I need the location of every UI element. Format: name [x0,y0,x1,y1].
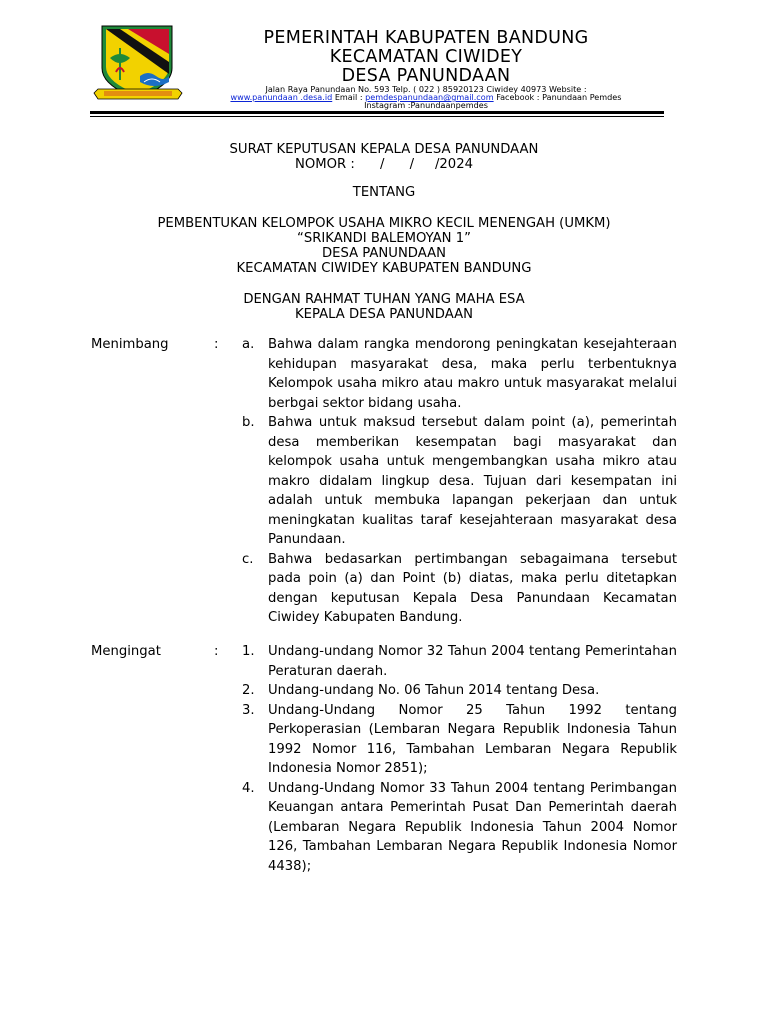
subject-line-1: PEMBENTUKAN KELOMPOK USAHA MIKRO KECIL MENENGAH (UMKM) [157,216,611,231]
consideration-marker: c. [242,551,254,567]
instagram-line: Instagram :Panundaanpemdes [364,100,488,110]
letterhead-rule-thin [90,116,664,117]
subject-line-4: KECAMATAN CIWIDEY KABUPATEN BANDUNG [236,261,532,276]
regency-crest-logo [90,24,186,104]
blessing-line: DENGAN RAHMAT TUHAN YANG MAHA ESA [243,292,525,307]
website-link[interactable]: www.panundaan .desa.id [230,92,333,102]
consideration-text: Bahwa untuk maksud tersebut dalam point (a), pemerintah desa memberikan kesempatan bagi masyarakat dan kelompok usaha untuk mengembangkan usaha mikro atau makro didalam lingkup desa. Tujuan dari kesempatan ini adalah untuk membuka lapangan pekerjaan dan untuk meningkatan kualitas taraf kesejahteraan masyarakat desa Panundaan. [268,415,677,547]
letterhead-rule-thick [90,111,664,114]
consideration-marker: b. [242,415,255,430]
consideration-marker: a. [242,337,255,352]
email-label: Email : [334,92,363,102]
email-link[interactable]: pemdespanundaan@gmail.com [365,92,494,102]
mengingat-colon: : [214,644,219,659]
consideration-text: Bahwa dalam rangka mendorong peningkatan kesejahteraan kehidupan masyarakat desa, maka perlu terbentuknya Kelompok usaha mikro atau makro untuk masyarakat melalui berbgai sektor bidang usaha. [268,337,677,411]
legal-basis-marker: 4. [242,780,255,796]
decree-title: SURAT KEPUTUSAN KEPALA DESA PANUNDAAN [229,142,539,157]
legal-basis-text: Undang-undang Nomor 32 Tahun 2004 tentang Pemerintahan Peraturan daerah. [268,644,677,679]
legal-basis-marker: 2. [242,683,255,698]
decree-number: NOMOR : / / /2024 [295,157,473,172]
legal-basis-text: Undang-undang No. 06 Tahun 2014 tentang Desa. [268,683,600,698]
legal-basis-text: Undang-Undang Nomor 33 Tahun 2004 tentang Perimbangan Keuangan antara Pemerintah Pusat Dan Pemerintah daerah (Lembaran Negara Republik Indonesia Tahun 2004 Nomor 126, Tambahan Lembaran Negara Republik Indonesia Nomor 4438); [268,780,677,874]
menimbang-label: Menimbang [91,337,169,352]
facebook-text: Facebook : Panundaan Pemdes [496,92,622,102]
legal-basis-marker: 1. [242,644,255,659]
subject-line-3: DESA PANUNDAAN [321,246,447,261]
official-line: KEPALA DESA PANUNDAAN [295,307,473,322]
government-name: PEMERINTAH KABUPATEN BANDUNG [263,28,589,48]
mengingat-label: Mengingat [91,644,161,659]
subject-line-2: “SRIKANDI BALEMOYAN 1” [297,231,471,246]
legal-basis-marker: 3. [242,702,255,718]
menimbang-colon: : [214,337,219,352]
about-heading: TENTANG [352,185,416,200]
legal-basis-text: Undang-Undang Nomor 25 Tahun 1992 tentang Perkoperasian (Lembaran Negara Republik Indonesia Tahun 1992 Nomor 116, Tambahan Lembaran Negara Republik Indonesia Nomor 2851); [268,702,677,776]
consideration-text: Bahwa bedasarkan pertimbangan sebagaimana tersebut pada poin (a) dan Point (b) diatas, maka perlu ditetapkan dengan keputusan Kepala Desa Panundaan Kecamatan Ciwidey Kabupaten Bandung. [268,551,677,625]
village-name: DESA PANUNDAAN [341,66,511,86]
address-line: Jalan Raya Panundaan No. 593 Telp. ( 022 ) 85920123 Ciwidey 40973 Website : [265,84,587,94]
district-name: KECAMATAN CIWIDEY [329,47,523,67]
